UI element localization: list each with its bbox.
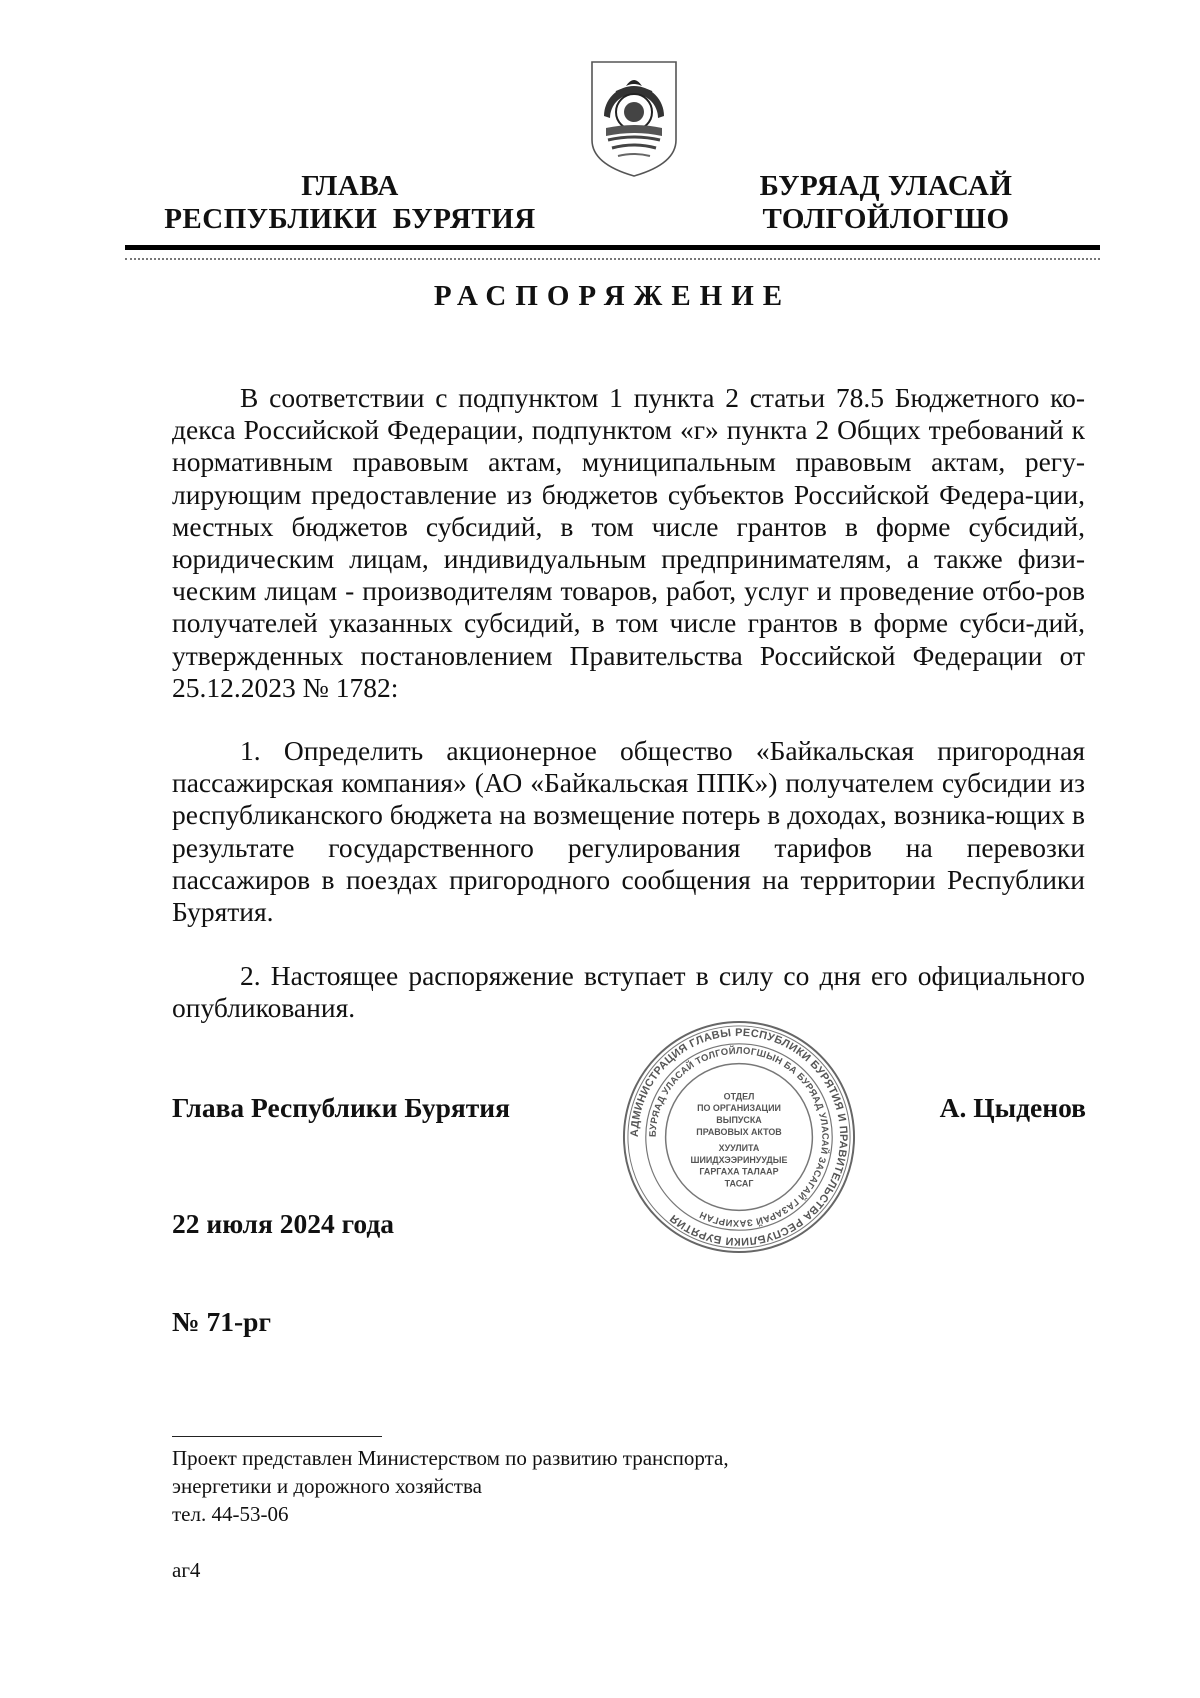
- footnote-code: аг4: [172, 1558, 201, 1582]
- stamp-inner-text: БУРЯАД УЛАСАЙ ТОЛГОЙЛОГШЫН БА БУРЯАД УЛАСАЙ ЗАСАГАЙ ГАЗАРАЙ ЗАХИРГАН: [646, 1044, 832, 1230]
- stamp-center-line: ТАСАГ: [724, 1178, 754, 1189]
- stamp-outer-text: АДМИНИСТРАЦИЯ ГЛАВЫ РЕСПУБЛИКИ БУРЯТИЯ И ПРАВИТЕЛЬСТВА РЕСПУБЛИКИ БУРЯТИЯ: [628, 1026, 850, 1248]
- header-right-line1: БУРЯАД УЛАСАЙ: [759, 170, 1013, 202]
- footnote-line-1: Проект представлен Министерством по развитию транспорта,: [172, 1446, 729, 1470]
- stamp-center-line: ПО ОРГАНИЗАЦИИ: [697, 1103, 781, 1114]
- header-divider-thick: [125, 245, 1100, 250]
- document-number: № 71-рг: [172, 1306, 271, 1337]
- footnote-divider: [172, 1436, 382, 1437]
- stamp-center-line: ВЫПУСКА: [716, 1115, 762, 1126]
- stamp-center-line: ОТДЕЛ: [723, 1091, 755, 1102]
- document-title: РАСПОРЯЖЕНИЕ: [433, 280, 792, 312]
- item-2-paragraph: 2. Настоящее распоряжение вступает в силу со дня его официального опубликования.: [172, 960, 1085, 1024]
- header-left-line1: ГЛАВА: [301, 170, 399, 202]
- official-stamp: [620, 1018, 858, 1256]
- signer-title: Глава Республики Бурятия: [172, 1092, 511, 1123]
- item-1-paragraph: 1. Определить акционерное общество «Байкальская пригородная пассажирская компания» (АО «Байкальская ППК») получателем субсидии из республиканского бюджета на возмещение потерь в доходах, возника-ющих в результате государственного регулирования тарифов на перевозки пассажиров в поездах пригородного сообщения на территории Республики Бурятия.: [172, 735, 1085, 928]
- stamp-center-line: ШИИДХЭЭРИНУУДЫЕ: [690, 1154, 788, 1165]
- stamp-center-line: ПРАВОВЫХ АКТОВ: [696, 1127, 782, 1138]
- preamble-paragraph: В соответствии с подпунктом 1 пункта 2 статьи 78.5 Бюджетного ко-декса Российской Федерации, подпунктом «г» пункта 2 Общих требований к нормативным правовым актам, муниципальным правовым актам, регу-лирующим предоставление из бюджетов субъектов Российской Федера-ции, местных бюджетов субсидий, в том числе грантов в форме субсидий, юридическим лицам, индивидуальным предпринимателям, а также физи-ческим лицам - производителям товаров, работ, услуг и проведение отбо-ров получателей указанных субсидий, в том числе грантов в форме субси-дий, утвержденных постановлением Правительства Российской Федерации от 25.12.2023 № 1782:: [172, 382, 1085, 703]
- coat-of-arms-emblem: [586, 56, 682, 180]
- document-date: 22 июля 2024 года: [172, 1208, 395, 1239]
- header-divider-dotted: [125, 258, 1100, 260]
- header-left-line2: РЕСПУБЛИКИ БУРЯТИЯ: [164, 203, 536, 235]
- header-left: [140, 170, 560, 236]
- header-right: [706, 170, 1066, 236]
- footnote-line-2: энергетики и дорожного хозяйства: [172, 1474, 482, 1498]
- signer-name: А. Цыденов: [939, 1092, 1086, 1123]
- header-right-line2: ТОЛГОЙЛОГШО: [762, 203, 1010, 235]
- stamp-center-line: ХУУЛИТА: [718, 1142, 760, 1153]
- stamp-center-line: ГАРГАХА ТАЛААР: [699, 1166, 779, 1177]
- footnote-phone: тел. 44-53-06: [172, 1502, 289, 1526]
